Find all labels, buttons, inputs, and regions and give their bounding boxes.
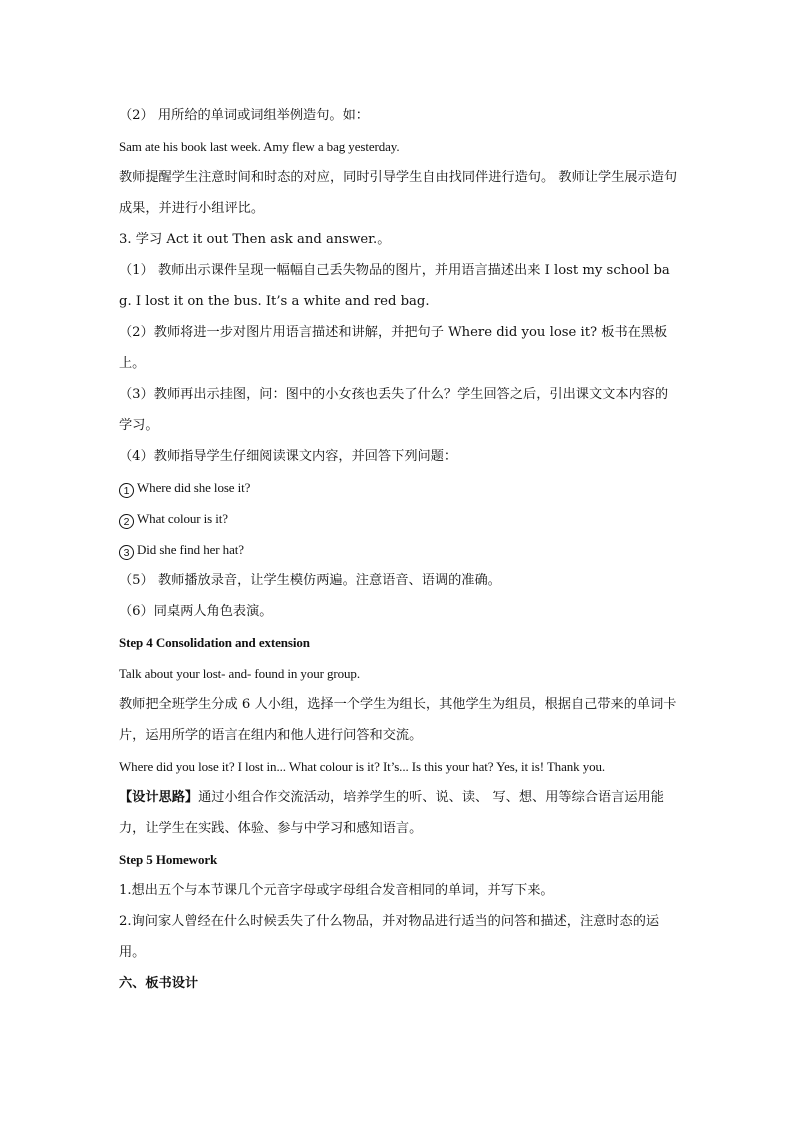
design-idea-label: 【设计思路】	[119, 790, 199, 805]
question-1-text: Where did she lose it?	[137, 480, 251, 495]
circled-number-1: 1	[119, 483, 134, 498]
document-body	[119, 100, 679, 999]
question-3-text: Did she find her hat?	[137, 542, 244, 557]
heading-step-5: Step 5 Homework	[119, 852, 218, 867]
question-3	[119, 534, 679, 565]
paragraph-learn-act-it-out: 3. 学习 Act it out Then ask and answer.。	[119, 232, 391, 247]
design-idea-text: 通过小组合作交流活动，培养学生的听、说、读、 写、想、用等综合语言运用能力，让学生在实践、体验、参与中学习和感知语言。	[119, 790, 664, 836]
paragraph-dialogue-example: Where did you lose it? I lost in... What colour is it? It’s... Is this your hat? Yes, it is! Thank you.	[119, 759, 606, 774]
question-2	[119, 503, 679, 534]
heading-step-4: Step 4 Consolidation and extension	[119, 635, 310, 650]
circled-number-3: 3	[119, 545, 134, 560]
paragraph-step-2-describe: （2）教师将进一步对图片用语言描述和讲解，并把句子 Where did you lose it? 板书在黑板上。	[119, 325, 668, 371]
paragraph-step-4-read: （4）教师指导学生仔细阅读课文内容，并回答下列问题：	[119, 449, 458, 464]
paragraph-talk-lost-found: Talk about your lost- and- found in your group.	[119, 666, 360, 681]
homework-item-1: 1.想出五个与本节课几个元音字母或字母组合发音相同的单词，并写下来。	[119, 883, 554, 898]
question-1	[119, 472, 679, 503]
paragraph-group-activity: 教师把全班学生分成 6 人小组，选择一个学生为组长，其他学生为组员，根据自己带来的单词卡片，运用所学的语言在组内和他人进行问答和交流。	[119, 697, 677, 743]
paragraph-step-1-courseware: （1） 教师出示课件呈现一幅幅自己丢失物品的图片，并用语言描述出来 I lost my school bag. I lost it on the bus. It’s a white and red bag.	[119, 263, 670, 309]
paragraph-teacher-reminder: 教师提醒学生注意时间和时态的对应，同时引导学生自由找同伴进行造句。 教师让学生展示造句成果，并进行小组评比。	[119, 170, 678, 216]
paragraph-sentence-task: （2） 用所给的单词或词组举例造句。如：	[119, 108, 369, 123]
paragraph-design-idea	[119, 782, 679, 844]
paragraph-example-sentences: Sam ate his book last week. Amy flew a bag yesterday.	[119, 139, 400, 154]
paragraph-step-6-roleplay: （6）同桌两人角色表演。	[119, 604, 273, 619]
heading-section-6: 六、板书设计	[119, 976, 199, 991]
homework-item-2: 2.询问家人曾经在什么时候丢失了什么物品，并对物品进行适当的问答和描述，注意时态的运用。	[119, 914, 660, 960]
paragraph-step-5-recording: （5） 教师播放录音，让学生模仿两遍。注意语音、语调的准确。	[119, 573, 501, 588]
circled-number-2: 2	[119, 514, 134, 529]
question-2-text: What colour is it?	[137, 511, 228, 526]
paragraph-step-3-wallchart: （3）教师再出示挂图，问：图中的小女孩也丢失了什么？学生回答之后，引出课文文本内容的学习。	[119, 387, 669, 433]
